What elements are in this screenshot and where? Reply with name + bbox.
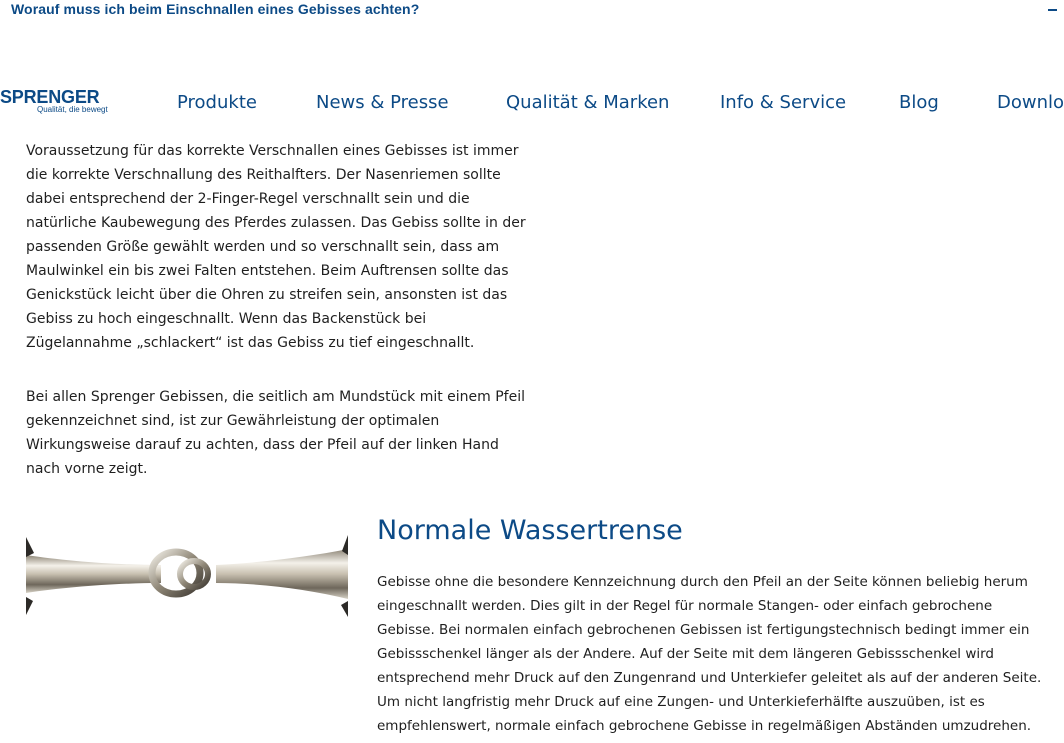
nav-item-news-presse[interactable]: News & Presse — [316, 92, 449, 113]
nav-item-produkte[interactable]: Produkte — [177, 92, 257, 113]
minus-icon[interactable] — [1048, 9, 1057, 11]
section-title: Normale Wassertrense — [377, 515, 683, 546]
snaffle-bit-image — [26, 527, 348, 619]
accordion-question[interactable]: Worauf muss ich beim Einschnallen eines Gebisses achten? — [11, 1, 420, 17]
intro-paragraph: Voraussetzung für das korrekte Verschnallen eines Gebisses ist immer die korrekte Verschnallung des Reithalfters. Der Nasenriemen sollte dabei entsprechend der 2-Finger-Regel verschnallt sein und die natürliche Kaubewegung des Pferdes zulassen. Das Gebiss sollte in der passenden Größe gewählt werden und so verschnallt sein, dass am Maulwinkel ein bis zwei Falten entstehen. Beim Auftrensen sollte das Genickstück leicht über die Ohren zu streifen sein, ansonsten ist das Gebiss zu hoch eingeschnallt. Wenn das Backenstück bei Zügelannahme „schlackert“ ist das Gebiss zu tief eingeschnallt. — [26, 143, 526, 351]
nav-item-qualitaet-marken[interactable]: Qualität & Marken — [506, 92, 670, 113]
nav-item-info-service[interactable]: Info & Service — [720, 92, 847, 113]
arrow-paragraph: Bei allen Sprenger Gebissen, die seitlich am Mundstück mit einem Pfeil gekennzeichnet sind, ist zur Gewährleistung der optimalen Wirkungsweise darauf zu achten, dass der Pfeil auf der linken Hand nach vorne zeigt. — [26, 389, 526, 477]
nav-item-blog[interactable]: Blog — [899, 92, 939, 113]
logo-tagline: Qualität, die bewegt — [37, 105, 108, 114]
nav-item-downloads[interactable]: Downlo — [997, 92, 1064, 113]
brand-logo[interactable] — [0, 88, 120, 118]
section-text: Gebisse ohne die besondere Kennzeichnung durch den Pfeil an der Seite können beliebig herum eingeschnallt werden. Dies gilt in der Regel für normale Stangen- oder einfach gebrochene Gebisse. Bei normalen einfach gebrochenen Gebissen ist fertigungstechnisch bedingt immer ein Gebissschenkel länger als der Andere. Auf der Seite mit dem längeren Gebissschenkel wird entsprechend mehr Druck auf den Zungenrand und Unterkiefer geleitet als auf der anderen Seite. Um nicht langfristig mehr Druck auf eine Zungen- und Unterkieferhälfte auszuüben, ist es empfehlenswert, normale einfach gebrochene Gebisse in regelmäßigen Abständen umzudrehen. — [377, 574, 1042, 734]
logo-wordmark: SPRENGER — [0, 87, 100, 107]
